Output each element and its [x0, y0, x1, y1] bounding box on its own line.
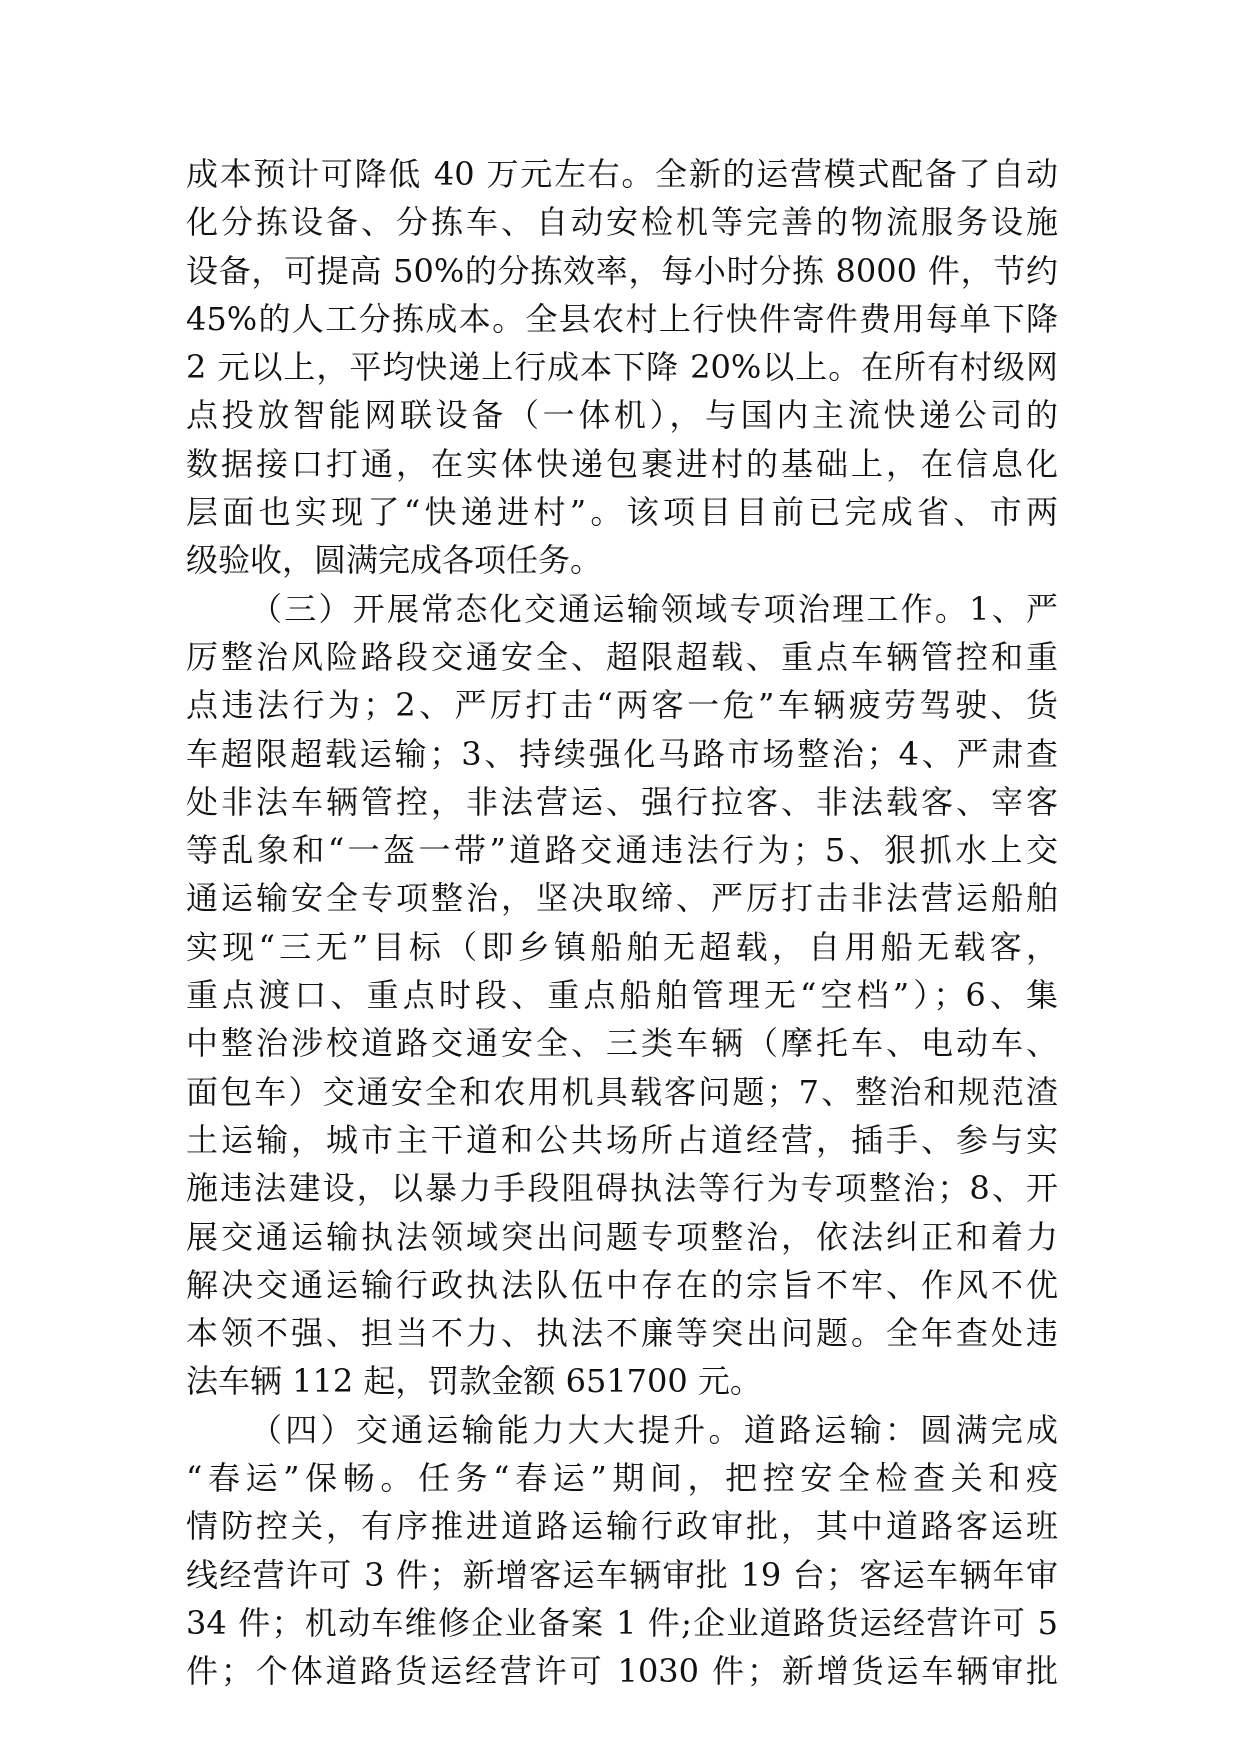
text-line: 件；个体道路货运经营许可 1030 件；新增货运车辆审批 — [186, 1652, 1058, 1691]
text-line: （三）开展常态化交通运输领域专项治理工作。1、严 — [250, 589, 1058, 628]
text-line: 面包车）交通安全和农用机具载客问题；7、整治和规范渣 — [186, 1072, 1058, 1111]
text-line: （四）交通运输能力大大提升。道路运输：圆满完成 — [250, 1410, 1058, 1449]
text-line: 厉整治风险路段交通安全、超限超载、重点车辆管控和重 — [186, 637, 1058, 676]
text-line: 点违法行为；2、严厉打击“两客一危”车辆疲劳驾驶、货 — [186, 686, 1058, 725]
text-line: 解决交通运输行政执法队伍中存在的宗旨不牢、作风不优 — [186, 1265, 1058, 1304]
text-line: 法车辆 112 起，罚款金额 651700 元。 — [186, 1362, 762, 1401]
text-line: 等乱象和“一盔一带”道路交通违法行为；5、狠抓水上交 — [186, 831, 1058, 870]
text-line: 45%的人工分拣成本。全县农村上行快件寄件费用每单下降 — [186, 299, 1058, 338]
document-body — [186, 150, 1058, 1696]
text-line: 设备，可提高 50%的分拣效率，每小时分拣 8000 件，节约 — [186, 251, 1058, 290]
text-line: 成本预计可降低 40 万元左右。全新的运营模式配备了自动 — [186, 155, 1058, 193]
text-line: 2 元以上，平均快递上行成本下降 20%以上。在所有村级网 — [186, 348, 1058, 387]
text-line: 通运输安全专项整治，坚决取缔、严厉打击非法营运船舶 — [186, 879, 1058, 918]
text-line: 中整治涉校道路交通安全、三类车辆（摩托车、电动车、 — [186, 1024, 1058, 1063]
text-line: 实现“三无”目标（即乡镇船舶无超载，自用船无载客， — [186, 927, 1058, 966]
text-line: 化分拣设备、分拣车、自动安检机等完善的物流服务设施 — [186, 203, 1058, 242]
text-line: 线经营许可 3 件；新增客运车辆审批 19 台；客运车辆年审 — [186, 1555, 1058, 1594]
text-line: 施违法建设，以暴力手段阻碍执法等行为专项整治；8、开 — [186, 1169, 1058, 1208]
text-line: 级验收，圆满完成各项任务。 — [186, 541, 603, 580]
text-line: 展交通运输执法领域突出问题专项整治，依法纠正和着力 — [186, 1217, 1058, 1256]
text-line: 数据接口打通，在实体快递包裹进村的基础上，在信息化 — [186, 444, 1058, 483]
text-line: 土运输，城市主干道和公共场所占道经营，插手、参与实 — [186, 1120, 1058, 1159]
text-line: 层面也实现了“快递进村”。该项目目前已完成省、市两 — [186, 493, 1058, 532]
text-line: 重点渡口、重点时段、重点船舶管理无“空档”）；6、集 — [186, 976, 1058, 1015]
text-line: 处非法车辆管控，非法营运、强行拉客、非法载客、宰客 — [186, 782, 1058, 821]
text-line: “春运”保畅。任务“春运”期间，把控安全检查关和疫 — [186, 1459, 1058, 1498]
text-line: 34 件；机动车维修企业备案 1 件;企业道路货运经营许可 5 — [186, 1603, 1058, 1642]
text-line: 情防控关，有序推进道路运输行政审批，其中道路客运班 — [186, 1507, 1058, 1546]
text-line: 点投放智能网联设备（一体机），与国内主流快递公司的 — [186, 396, 1058, 435]
text-line: 本领不强、担当不力、执法不廉等突出问题。全年查处违 — [186, 1314, 1058, 1353]
text-line: 车超限超载运输；3、持续强化马路市场整治；4、严肃查 — [186, 734, 1058, 773]
